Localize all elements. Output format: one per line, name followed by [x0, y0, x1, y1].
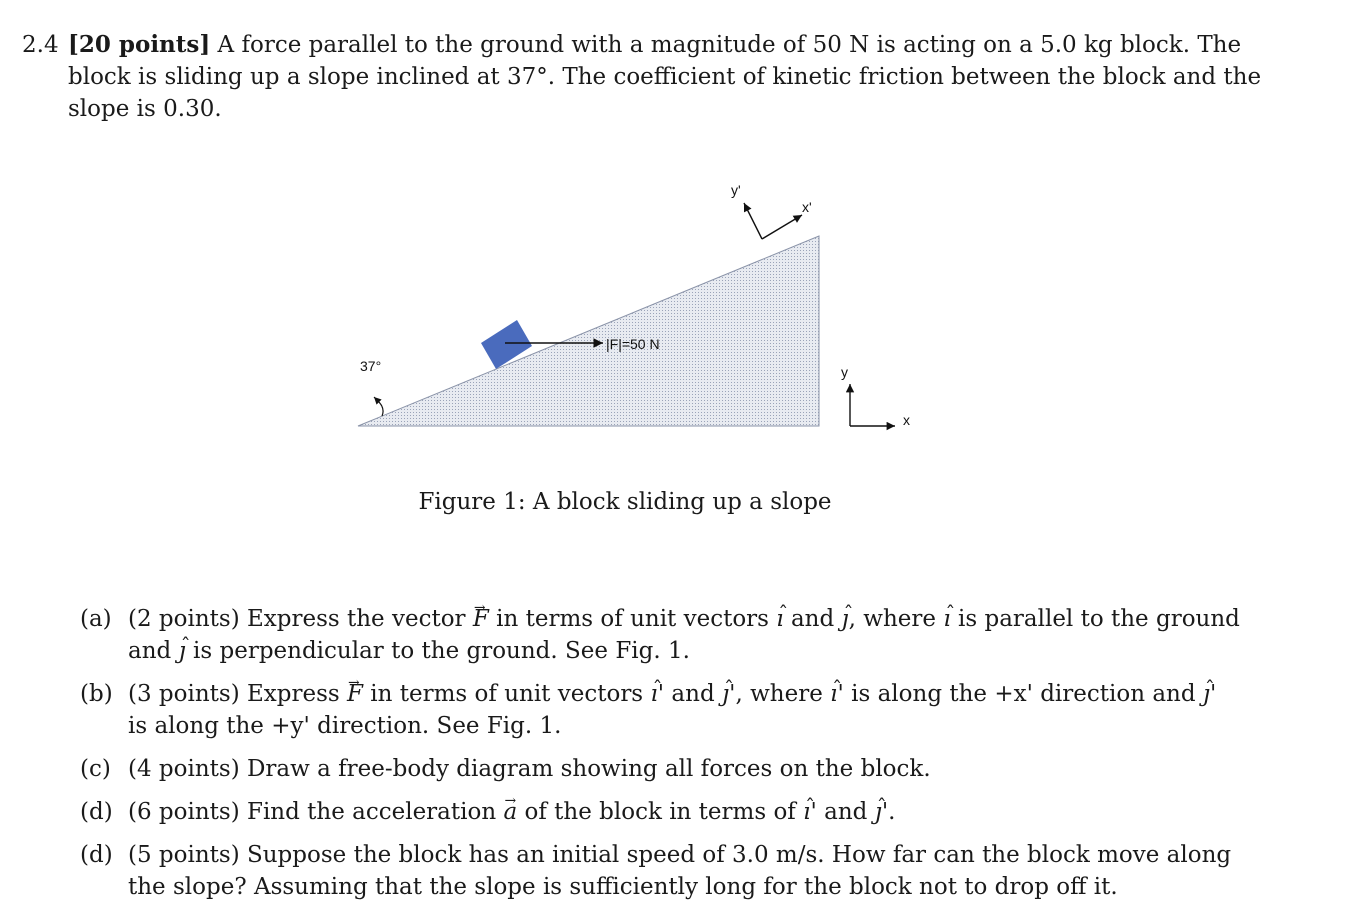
- part-d-text: (6 points) Find the acceleration: [128, 799, 504, 825]
- part-a-text: in terms of unit vectors: [488, 606, 777, 632]
- force-label: |F|=50 N: [606, 336, 660, 352]
- part-b-text: in terms of unit vectors: [362, 681, 651, 707]
- problem-line-2: block is sliding up a slope inclined at 37°. The coefficient of kinetic friction between the block and the: [68, 64, 1262, 90]
- part-b-text: and: [664, 681, 722, 707]
- part-a: [80, 603, 1255, 667]
- x-label: x: [903, 412, 910, 428]
- problem-line-1: [22, 29, 1262, 61]
- part-b: [80, 678, 1255, 742]
- problem-statement: [22, 29, 1262, 125]
- unit-j: ˆ ȷ: [842, 606, 849, 632]
- part-e-line-2: the slope? Assuming that the slope is sufficiently long for the block not to drop off it.: [128, 874, 1118, 900]
- vector-a: → a: [503, 799, 517, 825]
- angle-indicator-arrow: [374, 397, 383, 416]
- unit-i-prime: ˆ ı': [650, 681, 664, 707]
- part-a-text: (2 points) Express the vector: [128, 606, 473, 632]
- part-d: [80, 796, 1255, 828]
- part-a-text: is perpendicular to the ground. See Fig. 1.: [185, 638, 690, 664]
- unit-j: ˆ ȷ: [179, 638, 186, 664]
- part-a-text: , where: [848, 606, 944, 632]
- figure-caption: [0, 486, 1250, 518]
- unit-j-prime: ˆ ȷ': [722, 681, 735, 707]
- part-e-label: (d): [80, 842, 113, 868]
- standard-axes: [841, 364, 910, 428]
- part-c-label: (c): [80, 756, 111, 782]
- part-c-text: (4 points) Draw a free-body diagram showing all forces on the block.: [128, 756, 931, 782]
- rotated-axes: [731, 182, 812, 239]
- part-c: [80, 753, 1255, 785]
- part-e-line-1: (5 points) Suppose the block has an initial speed of 3.0 m/s. How far can the block move along: [128, 842, 1232, 868]
- part-a-text: and: [783, 606, 842, 632]
- problem-number: 2.4: [22, 32, 59, 58]
- part-b-text: is along the +x' direction and: [843, 681, 1203, 707]
- part-d-label: (d): [80, 799, 113, 825]
- unit-j-prime: ˆ ȷ': [875, 799, 888, 825]
- unit-i-prime: ˆ ı': [830, 681, 844, 707]
- incline-figure: [350, 175, 910, 435]
- x-prime-label: x': [802, 199, 812, 215]
- y-label: y: [841, 364, 848, 380]
- unit-j-prime: ˆ ȷ': [1203, 681, 1216, 707]
- figure-caption-text: Figure 1: A block sliding up a slope: [418, 489, 832, 515]
- part-d-text: of the block in terms of: [517, 799, 804, 825]
- part-b-text: is along the +y' direction. See Fig. 1.: [128, 713, 562, 739]
- part-b-label: (b): [80, 681, 113, 707]
- part-d-text: .: [888, 799, 896, 825]
- vector-F: → F: [473, 606, 489, 632]
- part-a-text: and: [128, 638, 179, 664]
- part-a-label: (a): [80, 606, 112, 632]
- vector-F: → F: [347, 681, 363, 707]
- part-b-text: , where: [735, 681, 831, 707]
- part-d-text: and: [816, 799, 875, 825]
- unit-i-prime: ˆ ı': [803, 799, 817, 825]
- part-a-text: is parallel to the ground: [950, 606, 1240, 632]
- problem-points: [20 points]: [68, 31, 211, 58]
- slope-triangle: [358, 236, 819, 426]
- problem-text-1: A force parallel to the ground with a magnitude of 50 N is acting on a 5.0 kg block. The: [210, 32, 1242, 58]
- part-b-text: (3 points) Express: [128, 681, 347, 707]
- part-e: [80, 839, 1255, 903]
- unit-i: ˆ ı: [943, 606, 950, 632]
- y-prime-label: y': [731, 182, 741, 198]
- question-parts: [80, 603, 1255, 914]
- incline-diagram: [350, 175, 910, 435]
- angle-label: 37°: [360, 358, 382, 374]
- unit-i: ˆ ı: [776, 606, 783, 632]
- problem-line-3: slope is 0.30.: [68, 96, 222, 122]
